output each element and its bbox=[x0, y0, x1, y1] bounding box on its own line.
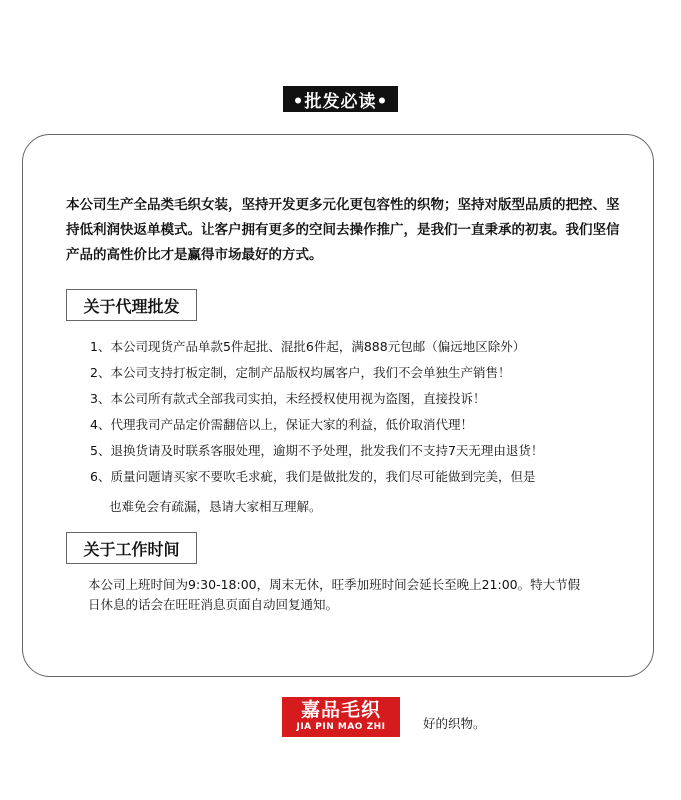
rule-item-6 bbox=[90, 464, 620, 520]
hours-section-title: 关于工作时间 bbox=[66, 532, 197, 564]
rule-item: 2、本公司支持打板定制，定制产品版权均属客户，我们不会单独生产销售！ bbox=[90, 365, 511, 380]
intro-paragraph: 本公司生产全品类毛织女装，坚持开发更多元化更包容性的织物；坚持对版型品质的把控、坚持低利润快返单模式。让客户拥有更多的空间去操作推广，是我们一直秉承的初衷。我们坚信产品的高性价比才是赢得市场最好的方式。 bbox=[66, 197, 620, 263]
rule-item: 3、本公司所有款式全部我司实拍，未经授权使用视为盗图，直接投诉！ bbox=[90, 391, 486, 406]
rule-item-continuation: 也难免会有疏漏，恳请大家相互理解。 bbox=[109, 499, 322, 514]
brand-slogan: 好的织物。 bbox=[423, 716, 486, 731]
rule-item: 4、代理我司产品定价需翻倍以上，保证大家的利益，低价取消代理！ bbox=[90, 417, 473, 432]
rule-item: 1、本公司现货产品单款5件起批、混批6件起，满888元包邮（偏远地区除外） bbox=[90, 339, 526, 354]
wholesale-rules-list bbox=[90, 334, 620, 520]
hours-paragraph: 本公司上班时间为9:30-18:00，周末无休，旺季加班时间会延长至晚上21:00。特大节假日休息的话会在旺旺消息页面自动回复通知。 bbox=[88, 577, 581, 612]
brand-logo-pinyin: JIA PIN MAO ZHI bbox=[296, 722, 386, 732]
page-banner: •批发必读• bbox=[283, 86, 398, 112]
brand-logo bbox=[282, 697, 400, 737]
wholesale-section-title: 关于代理批发 bbox=[66, 289, 197, 321]
rule-item: 5、退换货请及时联系客服处理，逾期不予处理，批发我们不支持7天无理由退货！ bbox=[90, 443, 544, 458]
brand-logo-chinese: 嘉品毛织 bbox=[300, 699, 381, 721]
rule-item-text: 6、质量问题请买家不要吹毛求疵，我们是做批发的，我们尽可能做到完美，但是 bbox=[90, 469, 536, 484]
